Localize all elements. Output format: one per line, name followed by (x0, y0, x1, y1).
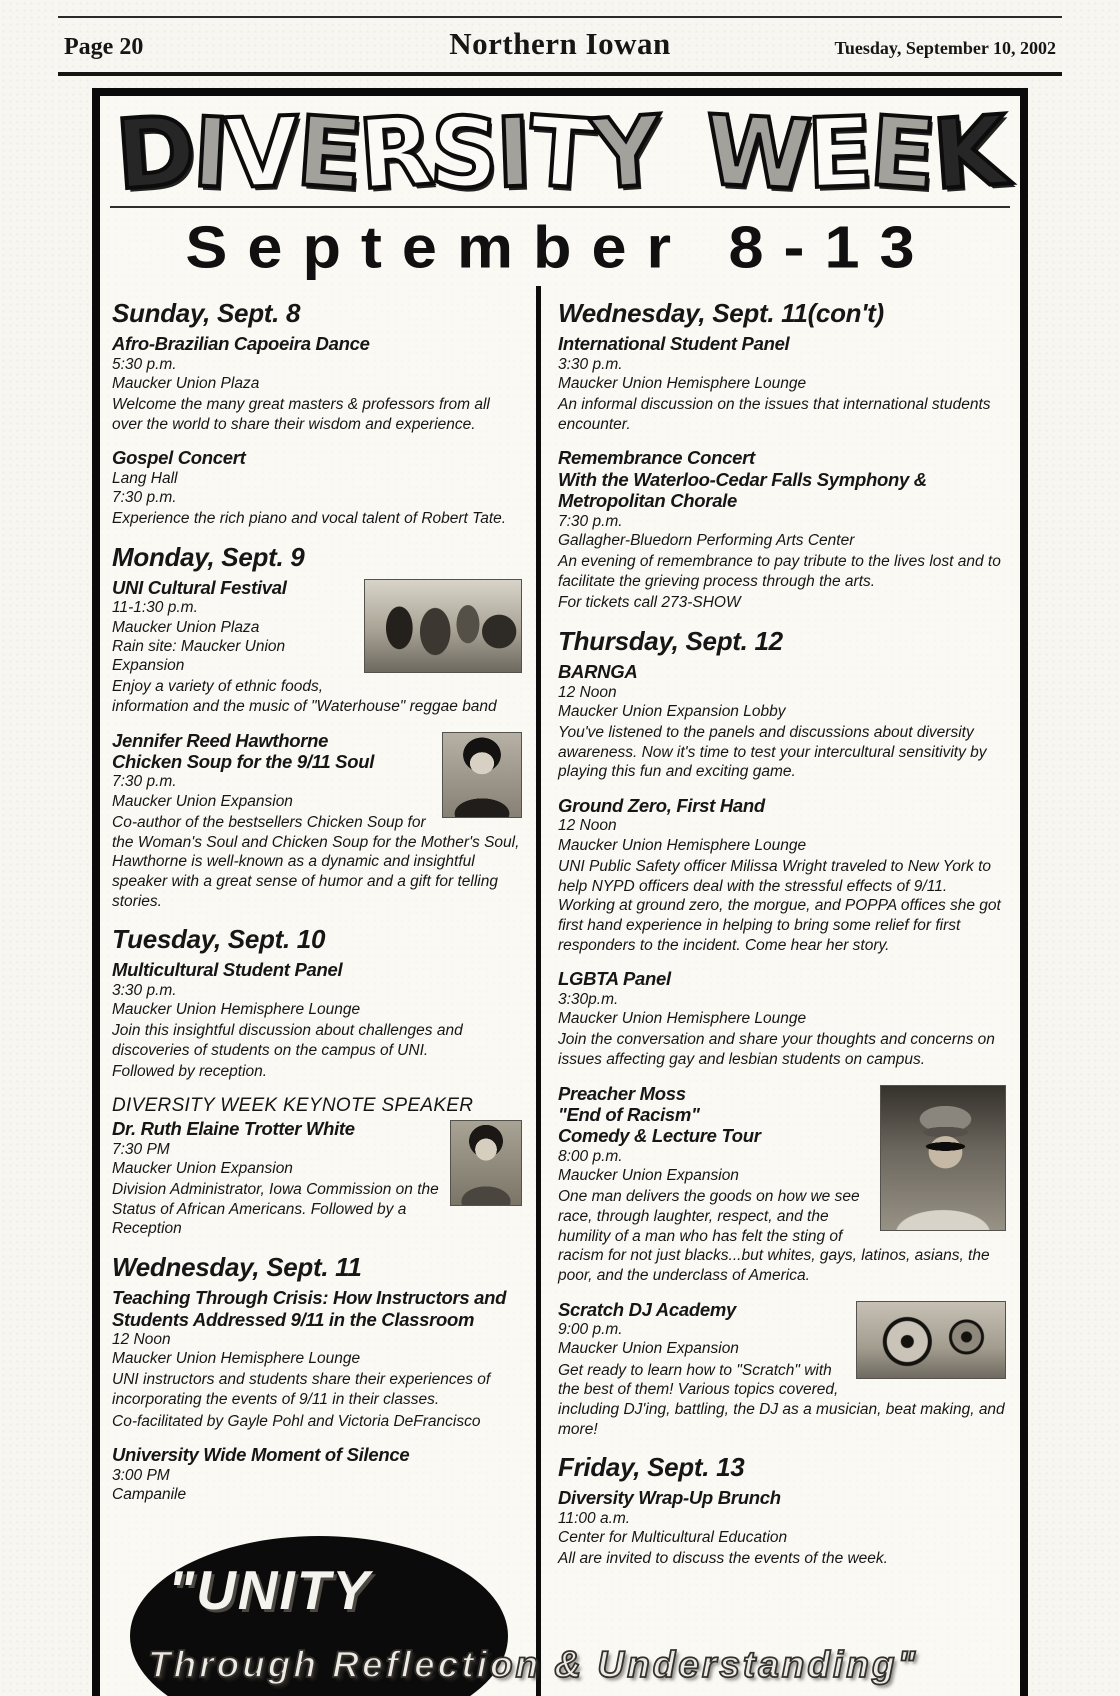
event-time: 11:00 a.m. (558, 1509, 631, 1527)
event-description: Division Administrator, Iowa Commission on the Status of African Americans. Followed by a Reception (112, 1181, 439, 1238)
page-number: Page 20 (64, 34, 144, 60)
event-location: Maucker Union Hemisphere Lounge (112, 1350, 361, 1368)
event-description-note: Co-facilitated by Gayle Pohl and Victoria DeFrancisco (112, 1412, 481, 1430)
title-letter: D (112, 94, 197, 212)
title-letter: T (525, 94, 596, 212)
unity-slogan-line2: Through Reflection & Understanding" (148, 1644, 919, 1686)
event-time: 5:30 p.m. (112, 355, 177, 373)
event-description: One man delivers the goods on how we see race, through laughter, respect, and the humility of a man who has felt the sting of racism for not just blacks...but whites, gays, latinos, asians, the poor, and the underclass of America. (558, 1188, 990, 1284)
issue-date: Tuesday, September 10, 2002 (834, 38, 1056, 58)
event-location: Maucker Union Expansion (558, 1167, 739, 1185)
title-letter: K (928, 94, 1008, 212)
event-scratch-dj-academy (558, 1299, 1006, 1440)
event-location: Maucker Union Hemisphere Lounge (112, 1000, 361, 1018)
event-capoeira-dance (112, 333, 522, 434)
day-heading: Wednesday, Sept. 11(con't) (558, 298, 884, 329)
event-time: 7:30 p.m. (558, 512, 623, 530)
day-section-thursday (558, 626, 1006, 1439)
day-section-wednesday (112, 1252, 522, 1504)
title-letter: E (292, 94, 364, 212)
event-description: Join the conversation and share your thoughts and concerns on issues affecting gay and lesbian students on campus. (558, 1031, 995, 1068)
day-heading: Monday, Sept. 9 (112, 541, 305, 572)
diversity-week-poster (92, 88, 1028, 1696)
event-location: Maucker Union Plaza (112, 374, 260, 392)
event-location: Maucker Union Plaza (112, 618, 260, 636)
event-time: 7:30 p.m. (112, 773, 177, 791)
event-title: UNI Cultural Festival (112, 576, 287, 598)
title-letter: R (355, 94, 435, 212)
event-gospel-concert (112, 447, 522, 529)
day-section-wednesday-cont (558, 298, 1006, 613)
event-speaker: Jennifer Reed Hawthorne (112, 729, 329, 751)
event-description: An evening of remembrance to pay tribute to the lives lost and to facilitate the grieving process through the arts. (558, 553, 1001, 590)
keynote-kicker: DIVERSITY WEEK KEYNOTE SPEAKER (112, 1095, 474, 1117)
event-title: University Wide Moment of Silence (112, 1444, 410, 1466)
event-speaker: Preacher Moss (558, 1082, 686, 1104)
title-letter: Y (587, 94, 662, 212)
event-description: Welcome the many great masters & professors from all over the world to share their wisdom and experience. (112, 395, 490, 433)
title-letter: S (427, 95, 500, 211)
event-time: 3:30 p.m. (558, 355, 623, 373)
event-barnga (558, 661, 1006, 782)
event-keynote-speaker (112, 1095, 522, 1239)
title-letter: V (223, 95, 299, 211)
event-international-panel (558, 333, 1006, 434)
title-letter: E (866, 94, 937, 212)
event-title-line2: "End of Racism" (558, 1103, 700, 1125)
day-heading: Wednesday, Sept. 11 (112, 1252, 362, 1283)
hawthorne-portrait-photo (442, 732, 522, 818)
event-title: LGBTA Panel (558, 968, 671, 990)
turntable-illustration (856, 1301, 1006, 1379)
event-time: 3:00 PM (112, 1466, 170, 1484)
masthead (0, 0, 1120, 76)
poster-title (100, 94, 1020, 212)
event-title-line2: Students Addressed 9/11 in the Classroom (112, 1308, 475, 1330)
event-time: 12 Noon (112, 1330, 171, 1348)
day-section-tuesday (112, 924, 522, 1239)
event-description: UNI Public Safety officer Milissa Wright traveled to New York to help NYPD officers deal with the stressful effects of 9/11. Working at ground zero, the morgue, and POPPA offices she got first hand experience in helping to bring some relief for first responders to the incident. Come hear her story. (558, 857, 1001, 954)
event-title-line2: With the Waterloo-Cedar Falls Symphony & (558, 468, 927, 490)
event-title: Afro-Brazilian Capoeira Dance (112, 333, 370, 355)
event-title-line3: Metropolitan Chorale (558, 490, 738, 512)
event-title: Ground Zero, First Hand (558, 795, 765, 817)
day-heading: Sunday, Sept. 8 (112, 298, 301, 329)
event-location: Maucker Union Expansion Lobby (558, 702, 786, 720)
title-letter: I (189, 96, 229, 210)
event-time: 7:30 p.m. (112, 488, 177, 506)
event-teaching-through-crisis (112, 1287, 522, 1431)
event-location: Maucker Union Hemisphere Lounge (558, 374, 807, 392)
event-location: Maucker Union Expansion (112, 1159, 293, 1177)
event-wrapup-brunch (558, 1487, 1006, 1569)
masthead-row (58, 16, 1062, 76)
event-title: Scratch DJ Academy (558, 1298, 736, 1320)
trotter-white-portrait-photo (450, 1120, 522, 1206)
event-title: Multicultural Student Panel (112, 959, 343, 981)
preacher-moss-photo (880, 1085, 1006, 1231)
event-location: Gallagher-Bluedorn Performing Arts Center (558, 531, 855, 549)
event-location: Maucker Union Expansion (112, 792, 293, 810)
event-title: Diversity Wrap-Up Brunch (558, 1487, 781, 1509)
event-lgbta-panel (558, 968, 1006, 1069)
event-remembrance-concert (558, 447, 1006, 613)
event-note: Rain site: Maucker Union Expansion (112, 637, 286, 674)
event-time: 7:30 PM (112, 1140, 170, 1158)
event-time: 3:30 p.m. (112, 981, 177, 999)
poster-columns (100, 286, 1020, 1696)
event-time: 11-1:30 p.m. (112, 599, 198, 617)
event-title: International Student Panel (558, 333, 790, 355)
event-description: Enjoy a variety of ethnic foods, information and the music of "Waterhouse" reggae band (112, 678, 497, 715)
event-description: Join this insightful discussion about challenges and discoveries of students on the campus of UNI. (112, 1022, 463, 1059)
event-time: 8:00 p.m. (558, 1147, 623, 1165)
event-location: Lang Hall (112, 469, 178, 487)
event-title-line3: Comedy & Lecture Tour (558, 1125, 761, 1147)
event-cultural-festival (112, 577, 522, 717)
event-description: Co-author of the bestsellers Chicken Soup for the Woman's Soul and Chicken Soup for the Mother's Soul, Hawthorne is well-known as a dynamic and insightful speaker with a great sense of humor and a gift for telling stories. (112, 813, 520, 910)
event-title: BARNGA (558, 661, 638, 683)
event-location: Center for Multicultural Education (558, 1528, 788, 1546)
day-section-friday (558, 1452, 1006, 1569)
event-description: You've listened to the panels and discussions about diversity awareness. Now it's time to test your intercultural sensitivity by playing this fun and exciting game. (558, 724, 987, 781)
event-description: UNI instructors and students share their experiences of incorporating the events of 9/11 in their classes. (112, 1371, 491, 1409)
event-tickets-note: For tickets call 273-SHOW (558, 594, 741, 612)
event-description: Experience the rich piano and vocal talent of Robert Tate. (112, 510, 507, 528)
day-section-monday (112, 542, 522, 911)
event-location: Maucker Union Expansion (558, 1340, 739, 1358)
title-letter: E (805, 95, 872, 211)
event-moment-of-silence (112, 1444, 522, 1504)
event-title: Chicken Soup for the 9/11 Soul (112, 751, 375, 772)
event-description: An informal discussion on the issues that international students encounter. (558, 395, 991, 433)
event-preacher-moss (558, 1083, 1006, 1286)
event-description-note: Followed by reception. (112, 1063, 268, 1081)
day-heading: Thursday, Sept. 12 (558, 626, 783, 657)
newspaper-title: Northern Iowan (449, 26, 671, 61)
event-title: Dr. Ruth Elaine Trotter White (112, 1118, 355, 1140)
day-section-sunday (112, 298, 522, 529)
event-ground-zero (558, 795, 1006, 955)
event-time: 3:30p.m. (558, 990, 619, 1008)
event-location: Campanile (112, 1486, 187, 1504)
event-time: 12 Noon (558, 683, 617, 701)
event-title-line1: Teaching Through Crisis: How Instructors and (112, 1287, 507, 1309)
unity-slogan-line1: "UNITY (168, 1559, 372, 1622)
cultural-festival-photo (364, 579, 522, 673)
event-description: All are invited to discuss the events of the week. (558, 1550, 888, 1568)
event-location: Maucker Union Hemisphere Lounge (558, 1009, 807, 1027)
event-title: Gospel Concert (112, 447, 246, 469)
event-location: Maucker Union Hemisphere Lounge (558, 836, 807, 854)
event-multicultural-panel (112, 959, 522, 1082)
title-word-diversity (112, 94, 662, 212)
event-description: Get ready to learn how to "Scratch" with the best of them! Various topics covered, including DJ'ing, battling, the DJ as a musician, beat making, and more! (558, 1361, 1005, 1438)
day-heading: Friday, Sept. 13 (558, 1452, 745, 1483)
event-time: 12 Noon (558, 817, 617, 835)
event-hawthorne-lecture (112, 730, 522, 912)
title-letter: W (701, 94, 811, 212)
title-word-week (701, 94, 1008, 212)
event-title-line1: Remembrance Concert (558, 447, 755, 469)
event-time: 9:00 p.m. (558, 1321, 623, 1339)
poster-subtitle: September 8-13 (185, 215, 935, 281)
right-column (536, 286, 1020, 1696)
title-letter: I (494, 96, 532, 210)
day-heading: Tuesday, Sept. 10 (112, 924, 326, 955)
